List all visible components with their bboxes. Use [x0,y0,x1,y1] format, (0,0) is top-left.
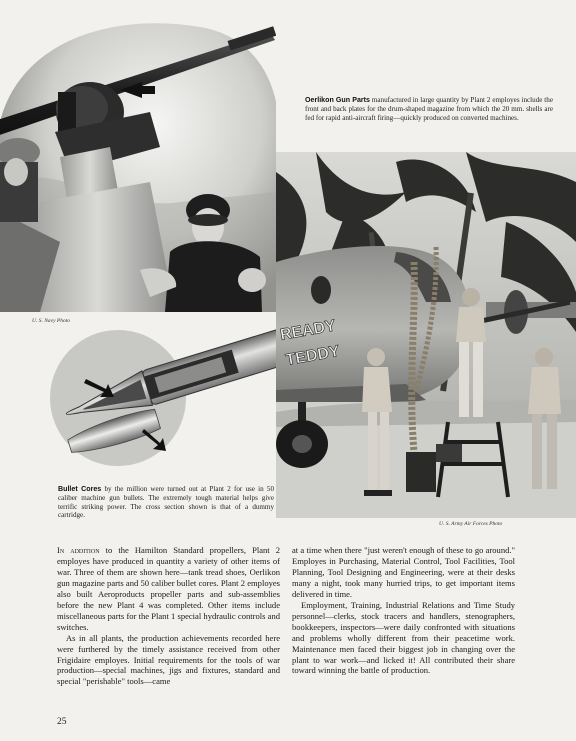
army-photo-credit: U. S. Army Air Forces Photo [439,521,503,527]
page-number: 25 [57,717,67,727]
article-column-right [292,545,515,676]
ready-teddy-bomber-photo [276,152,576,518]
paragraph-lead-in: In addition [57,545,100,555]
navy-photo-credit: U. S. Navy Photo [32,318,71,324]
oerlikon-caption [305,96,553,122]
bullet-caption-title: Bullet Cores [58,485,102,493]
oerlikon-gun-photo [0,12,276,312]
bullet-caption [58,485,274,520]
article-column-left [57,545,280,687]
nose-art-line-2: TEDDY [284,342,341,370]
article-paragraph-2: As in all plants, the production achievements recorded here were furthered by the timely assistance received from other Frigidaire employes. Initial requirements for the tools of war production—special machines, jigs and fixtures, standard and special "perishable" tools—came [57,632,280,687]
oerlikon-caption-title: Oerlikon Gun Parts [305,96,370,104]
article-paragraph-1: In addition to the Hamilton Standard propellers, Plant 2 employes have produced in quantity a variety of other items of war. Three of them are shown here—tank tread shoes, Oerlikon gun magazine parts and 50 caliber bullet cores. Plant 2 employes also built Aeroproducts propeller parts and sub-assemblies before the new Plant 4 was completed. Other items include miscellaneous parts for the Plant 1 special hydraulic controls and switches. [57,545,280,632]
article-paragraph-4: Employment, Training, Industrial Relations and Time Study personnel—clerks, stock tracers and handlers, stenographers, bookkeepers, inspectors—were daily confronted with situations and problems wholly different from their peacetime work. Maintenance men faced their biggest job in changing over the plant to war work—and licked it! All contributed their share toward winning the battle of production. [292,599,515,676]
article-paragraph-3: at a time when there "just weren't enough of these to go around." Employes in Purchasing, Material Control, Tool Facilities, Tool Planning, Tool Designing and Engineering, were at their desks many a night, took many hurried trips, to get important items delivered in time. [292,545,515,599]
bullet-caption-text: by the million were turned out at Plant 2 for use in 50 caliber machine gun bullets. The extremely tough material helps give terrific striking power. The cross section shown is that of a dummy cartridge. [58,485,274,520]
bullet-core-illustration [48,293,303,476]
nose-art-line-1: READY [278,317,337,344]
oerlikon-caption-text: manufactured in large quantity by Plant 2 employes include the front and back plates for the drum-shaped magazine from which the 20 mm. shells are fed for rapid anti-aircraft firing—quickly produced on converted machines. [305,96,553,122]
